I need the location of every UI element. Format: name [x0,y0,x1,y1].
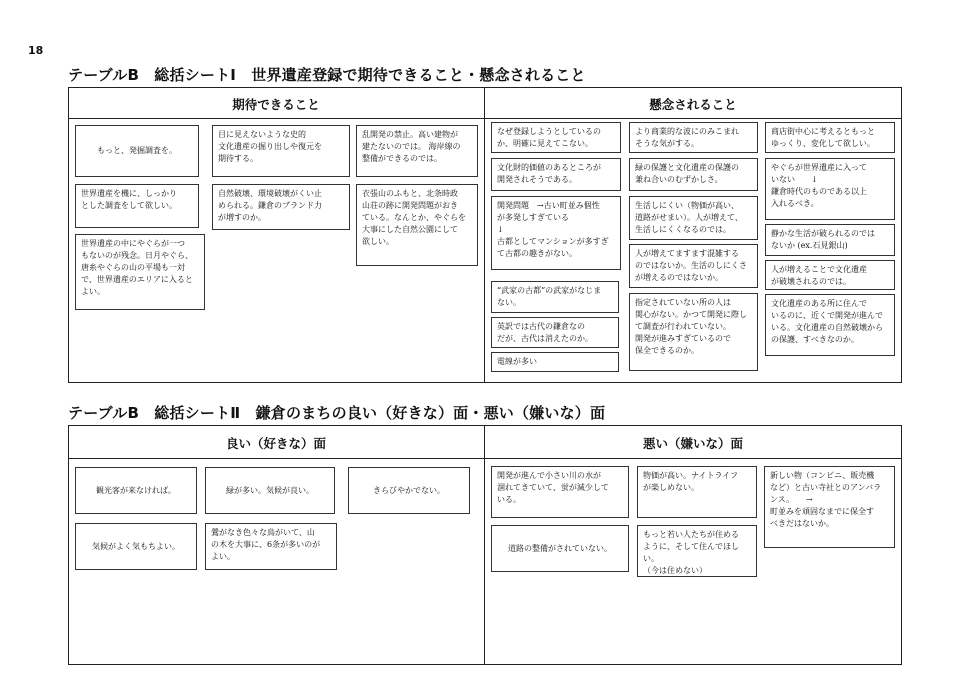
sticky-note: 観光客が来なければ。 [75,467,197,514]
sticky-note: 英訳では古代の鎌倉なの だが、古代は消えたのか。 [491,317,619,348]
sticky-note: 商店街中心に考えるともっと ゆっくり、変化して欲しい。 [765,122,895,153]
sticky-note: やぐらが世界遺産に入って いない ↓ 鎌倉時代のものである以上 入れるべき。 [765,158,895,220]
sheet2-divider [484,425,485,665]
sticky-note: 静かな生活が破られるのでは ないか (ex.石見銀山) [765,224,895,256]
sticky-note: 開発が進んで小さい川の水が 涸れてきていて、蛍が減少して いる。 [491,466,629,518]
sheet1-title: テーブルB 総括シートⅠ 世界遺産登録で期待できること・懸念されること [68,66,586,84]
sticky-note: 世界遺産の中にやぐらが一つ もないのが残念。日月やぐら、 唐糸やぐらの山の平場も一対 で、世界遺産のエリアに入ると よい。 [75,234,205,310]
sheet2-header-rule [68,458,902,459]
sheet1-divider [484,87,485,383]
sticky-note: 目に見えないような史的 文化遺産の掘り出しや復元を 期待する。 [212,125,350,177]
sticky-note: 人が増えることで文化遺産 が破壊されるのでは。 [765,260,895,290]
sheet2-title: テーブルB 総括シートⅡ 鎌倉のまちの良い（好きな）面・悪い（嫌いな）面 [68,404,606,422]
sticky-note: 道路の整備がされていない。 [491,525,629,572]
sheet1-left-header: 期待できること [232,97,320,112]
sticky-note: もっと、発掘調査を。 [75,125,199,177]
sheet2-left-header: 良い（好きな）面 [225,436,326,451]
sticky-note: 人が増えてますます混雑する のではないか。生活のしにくさ が増えるのではないか。 [629,244,758,288]
sticky-note: 指定されていない所の人は 関心がない。かつて開発に際し て調査が行われていない。 開発が進みすぎているので 保全できるのか。 [629,293,758,371]
sticky-note: より商業的な波にのみこまれ そうな気がする。 [629,122,758,153]
page-number: 18 [28,44,44,57]
sticky-note: 文化財的価値のあるところが 開発されそうである。 [491,158,621,191]
sticky-note: なぜ登録しようとしているの か、明確に見えてこない。 [491,122,621,153]
sticky-note: 生活しにくい（物価が高い、 道路がせまい）。人が増えて、 生活しにくくなるのでは。 [629,196,758,240]
sticky-note: 衣張山のふもと、北条時政 山荘の跡に開発問題がおき ている。なんとか、やぐらを 大事にした自然公園にして 欲しい。 [356,184,478,266]
sticky-note: “武家の古都”の武家がなじま ない。 [491,281,619,313]
sticky-note: 開発問題 →古い町並み個性 が多発しすぎている ↓ 古都としてマンションが多すぎ て古都の趣きがない。 [491,196,621,270]
sticky-note: 世界遺産を機に、しっかり とした調査をして欲しい。 [75,184,199,228]
sticky-note: 新しい物（コンビニ、販売機 など）と古い寺社とのアンバラ ンス。 → 町並みを頑固なまでに保全す べきだはないか。 [764,466,895,548]
sticky-note: もっと若い人たちが住める ように、そして住んでほしい。 （今は住めない） [637,525,757,577]
sticky-note: 乱開発の禁止。高い建物が 建たないのでは。 海岸線の 整備ができるのでは。 [356,125,478,177]
sticky-note: 緑の保護と文化遺産の保護の 兼ね合いのむずかしさ。 [629,158,758,191]
sheet1-right-header: 懸念されること [649,97,737,112]
sticky-note: 文化遺産のある所に住んで いるのに、近くで開発が進んで いる。文化遺産の自然破壊から の保護、すべきなのか。 [765,294,895,356]
sticky-note: 電線が多い [491,352,619,372]
sheet1-header-rule [68,118,902,119]
sticky-note: 気候がよく気もちよい。 [75,523,197,570]
sticky-note: 鶯がなき色々な鳥がいて、山 の木を大事に、6条が多いのが よい。 [205,523,337,570]
sticky-note: 物価が高い。ナイトライフ が楽しめない。 [637,466,757,518]
sticky-note: 緑が多い。気候が良い。 [205,467,335,514]
sheet2-right-header: 悪い（嫌いな）面 [642,436,743,451]
sticky-note: 自然破壊、環境破壊がくい止 められる。鎌倉のブランド力 が増すのか。 [212,184,350,230]
sticky-note: きらびやかでない。 [348,467,470,514]
